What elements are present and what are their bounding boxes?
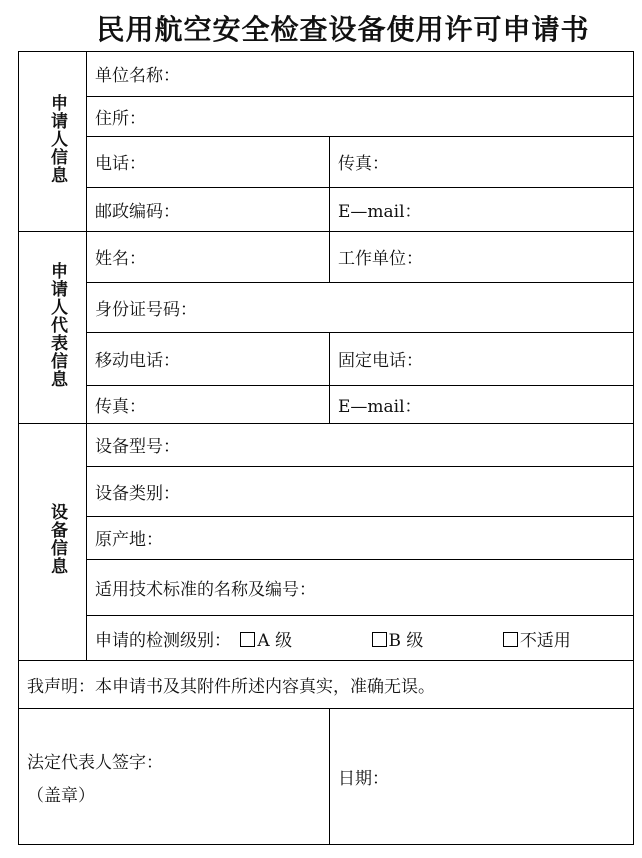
section-applicant-label: 申请人信息 <box>47 94 67 184</box>
email-field[interactable]: E—mail： <box>330 187 634 232</box>
level-a-option[interactable] <box>240 626 292 651</box>
section-applicant-info <box>19 52 87 232</box>
checkbox-icon <box>240 632 255 647</box>
not-applicable-option[interactable] <box>503 626 571 651</box>
test-level-row <box>87 616 634 661</box>
level-b-option[interactable] <box>372 626 424 651</box>
rep-id-number-field[interactable]: 身份证号码： <box>87 282 634 333</box>
equipment-category-field[interactable]: 设备类别： <box>87 466 634 517</box>
seal-label: （盖章） <box>27 785 95 806</box>
phone-field[interactable]: 电话： <box>87 136 330 187</box>
application-form-table <box>18 51 634 845</box>
section-equipment-label: 设备信息 <box>47 503 67 576</box>
rep-work-unit-field[interactable]: 工作单位： <box>330 232 634 283</box>
declaration-text: 我声明：本申请书及其附件所述内容真实，准确无误。 <box>19 660 634 709</box>
unit-name-field[interactable]: 单位名称： <box>87 52 634 97</box>
address-field[interactable]: 住所： <box>87 96 634 136</box>
date-cell[interactable] <box>330 709 634 845</box>
fax-field[interactable]: 传真： <box>330 136 634 187</box>
section-representative-info <box>19 232 87 424</box>
rep-landline-field[interactable]: 固定电话： <box>330 333 634 386</box>
date-label: 日期： <box>338 769 389 790</box>
level-a-label: A 级 <box>257 630 293 651</box>
equipment-origin-field[interactable]: 原产地： <box>87 517 634 559</box>
section-representative-label: 申请人代表信息 <box>47 262 67 389</box>
technical-standard-field[interactable]: 适用技术标准的名称及编号： <box>87 559 634 616</box>
rep-mobile-field[interactable]: 移动电话： <box>87 333 330 386</box>
rep-email-field[interactable]: E—mail： <box>330 385 634 423</box>
level-b-label: B 级 <box>388 630 424 651</box>
equipment-model-field[interactable]: 设备型号： <box>87 424 634 466</box>
rep-name-field[interactable]: 姓名： <box>87 232 330 283</box>
test-level-label: 申请的检测级别： <box>95 630 231 651</box>
checkbox-icon <box>372 632 387 647</box>
rep-fax-field[interactable]: 传真： <box>87 385 330 423</box>
section-equipment-info <box>19 424 87 661</box>
postcode-field[interactable]: 邮政编码： <box>87 187 330 232</box>
document-title: 民用航空安全检查设备使用许可申请书 <box>96 13 590 46</box>
checkbox-icon <box>503 632 518 647</box>
not-applicable-label: 不适用 <box>519 630 571 651</box>
signature-cell[interactable] <box>19 709 330 845</box>
legal-rep-signature-label: 法定代表人签字： <box>27 752 163 773</box>
